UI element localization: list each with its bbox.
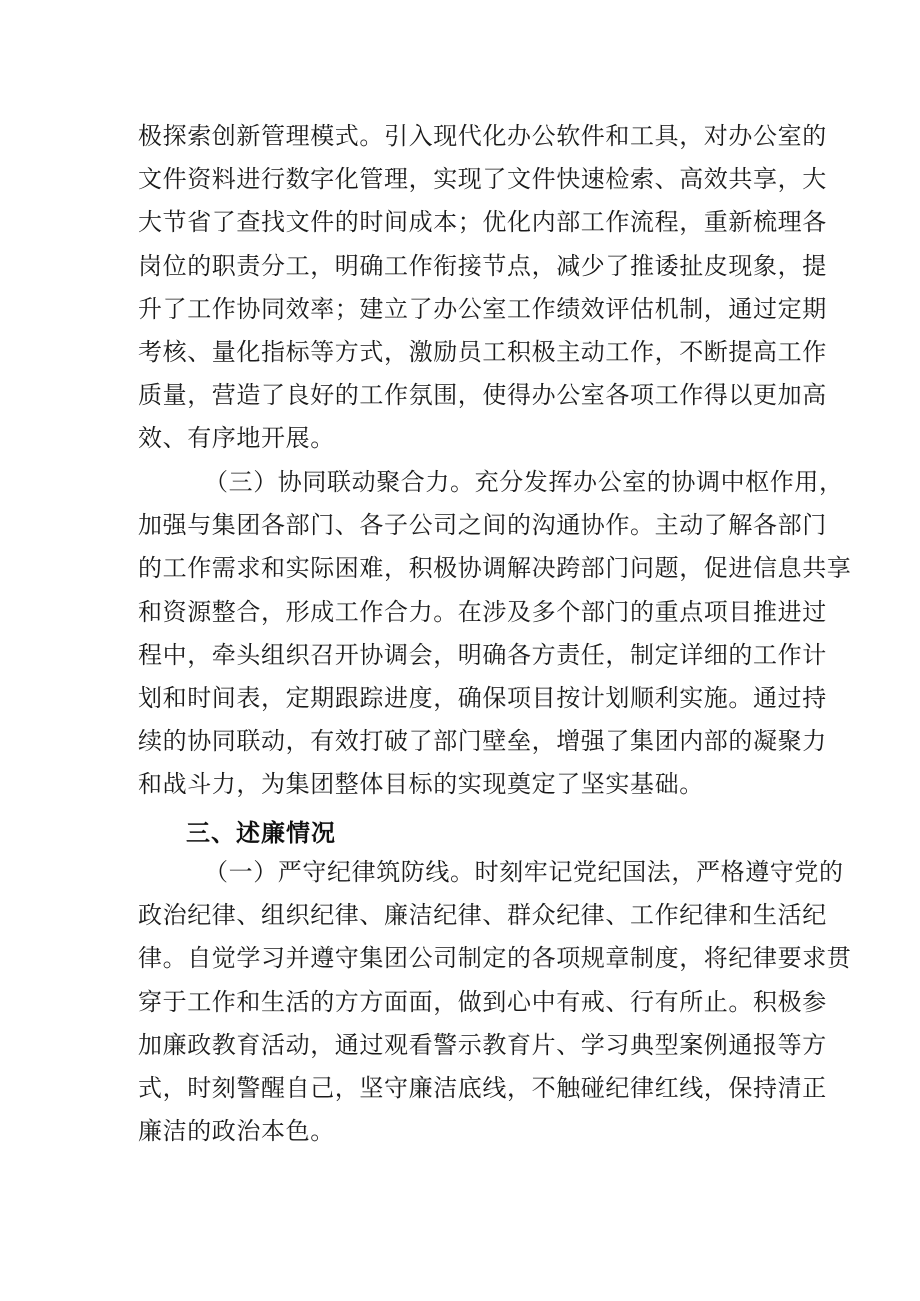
paragraph-line: 的工作需求和实际困难，积极协调解决跨部门问题，促进信息共享: [138, 554, 852, 583]
paragraph-line: 加强与集团各部门、各子公司之间的沟通协作。主动了解各部门: [138, 511, 827, 540]
paragraph-line: 文件资料进行数字化管理，实现了文件快速检索、高效共享，大: [138, 165, 827, 194]
paragraph-line: 升了工作协同效率；建立了办公室工作绩效评估机制，通过定期: [138, 294, 827, 323]
paragraph-line: 大节省了查找文件的时间成本；优化内部工作流程，重新梳理各: [138, 208, 827, 237]
paragraph-line: 穿于工作和生活的方方面面，做到心中有戒、行有所止。积极参: [138, 987, 827, 1016]
paragraph-coordination: [138, 461, 852, 807]
paragraph-line: 加廉政教育活动，通过观看警示教育片、学习典型案例通报等方: [138, 1030, 827, 1059]
paragraph-line: 划和时间表，定期跟踪进度，确保项目按计划顺利实施。通过持: [138, 683, 827, 712]
paragraph-line: 式，时刻警醒自己，坚守廉洁底线，不触碰纪律红线，保持清正: [138, 1073, 827, 1102]
section-heading: 三、述廉情况: [186, 819, 336, 847]
paragraph-discipline: [138, 851, 852, 1153]
paragraph-line: 续的协同联动，有效打破了部门壁垒，增强了集团内部的凝聚力: [138, 727, 827, 756]
paragraph-line: 考核、量化指标等方式，激励员工积极主动工作，不断提高工作: [138, 337, 827, 366]
paragraph-line: 质量，营造了良好的工作氛围，使得办公室各项工作得以更加高: [138, 381, 827, 410]
paragraph-line: 程中，牵头组织召开协调会，明确各方责任，制定详细的工作计: [138, 640, 827, 669]
paragraph-line: 极探索创新管理模式。引入现代化办公软件和工具，对办公室的: [138, 122, 827, 150]
paragraph-line: 律。自觉学习并遵守集团公司制定的各项规章制度，将纪律要求贯: [138, 944, 852, 973]
paragraph-line: 政治纪律、组织纪律、廉洁纪律、群众纪律、工作纪律和生活纪: [138, 901, 827, 930]
paragraph-line: 廉洁的政治本色。: [138, 1117, 335, 1146]
paragraph-first-line: （三）协同联动聚合力。充分发挥办公室的协调中枢作用，: [204, 468, 844, 496]
paragraph-first-line: （一）严守纪律筑防线。时刻牢记党纪国法，严格遵守党的: [204, 858, 844, 886]
paragraph-line: 效、有序地开展。: [138, 424, 335, 453]
paragraph-line: 岗位的职责分工，明确工作衔接节点，减少了推诿扯皮现象，提: [138, 251, 827, 280]
paragraph-management-innovation: [138, 115, 827, 461]
paragraph-line: 和战斗力，为集团整体目标的实现奠定了坚实基础。: [138, 770, 704, 799]
paragraph-line: 和资源整合，形成工作合力。在涉及多个部门的重点项目推进过: [138, 597, 827, 626]
